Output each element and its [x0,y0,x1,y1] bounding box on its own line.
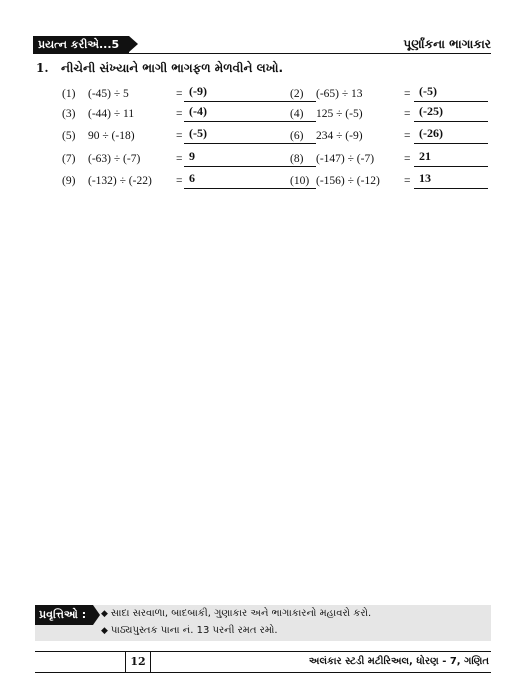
problem-item [62,149,316,169]
topic-title: પૂર્ણાંકના ભાગાકાર [403,37,491,51]
answer-blank [414,104,488,122]
problem-number: (8) [290,153,304,165]
problem-expression: 234 ÷ (-9) [316,130,363,142]
problem-number: (10) [290,175,310,187]
answer-value: (-4) [189,104,207,118]
problem-item [290,171,488,191]
problem-grid [0,0,524,200]
answer-value: 13 [419,171,431,185]
equals-sign: = [176,108,183,120]
problem-number: (3) [62,108,76,120]
problem-item [290,104,488,124]
answer-value: (-26) [419,126,443,140]
equals-sign: = [404,88,411,100]
problem-item [62,104,316,124]
problem-expression: (-147) ÷ (-7) [316,153,375,165]
problem-number: (1) [62,88,76,100]
answer-blank [414,171,488,189]
equals-sign: = [176,175,183,187]
problem-number: (4) [290,108,304,120]
problem-item [62,171,316,191]
problem-number: (9) [62,175,76,187]
answer-value: 21 [419,149,431,163]
problem-item [290,149,488,169]
problem-expression: (-44) ÷ 11 [88,108,135,120]
problem-item [62,126,316,146]
problem-number: (7) [62,153,76,165]
activity-label-arrow [93,605,100,625]
problem-item [290,84,488,104]
problem-number: (6) [290,130,304,142]
problem-number: (2) [290,88,304,100]
problem-expression: (-156) ÷ (-12) [316,175,380,187]
problem-expression: 90 ÷ (-18) [88,130,135,142]
equals-sign: = [176,88,183,100]
equals-sign: = [176,153,183,165]
answer-blank [414,84,488,102]
answer-value: (-25) [419,104,443,118]
equals-sign: = [176,130,183,142]
activity-item [101,625,278,636]
equals-sign: = [404,153,411,165]
problem-expression: (-132) ÷ (-22) [88,175,152,187]
page-number: 12 [125,652,151,672]
answer-value: 9 [189,149,195,163]
problem-expression: (-63) ÷ (-7) [88,153,141,165]
question-text: નીચેની સંખ્યાને ભાગી ભાગફળ મેળવીને લખો. [61,61,284,75]
book-title: અલંકાર સ્ટડી મટીરિઅલ, ધોરણ - 7, ગણિત [308,656,489,667]
problem-item [62,84,316,104]
equals-sign: = [404,108,411,120]
diamond-bullet-icon: ◆ [101,609,108,619]
activity-label: પ્રવૃત્તિઓ : [35,605,93,625]
diamond-bullet-icon: ◆ [101,626,108,636]
equals-sign: = [404,130,411,142]
section-tag: પ્રયત્ન કરીએ...5 [33,36,129,53]
activity-box [35,605,491,641]
activity-item-text: સાદા સરવાળા, બાદબાકી, ગુણાકાર અને ભાગાકારનો મહાવરો કરો. [110,608,372,619]
question-number: 1. [36,61,49,75]
problem-expression: (-65) ÷ 13 [316,88,363,100]
problem-expression: (-45) ÷ 5 [88,88,129,100]
answer-blank [414,126,488,144]
activity-item [101,608,371,619]
answer-blank [414,149,488,167]
problem-number: (5) [62,130,76,142]
answer-value: 6 [189,171,195,185]
equals-sign: = [404,175,411,187]
answer-value: (-5) [419,84,437,98]
answer-value: (-9) [189,84,207,98]
problem-item [290,126,488,146]
page-footer [35,651,491,673]
answer-value: (-5) [189,126,207,140]
activity-item-text: પાઠ્યપુસ્તક પાના નં. 13 પરની રમત રમો. [110,625,278,636]
problem-expression: 125 ÷ (-5) [316,108,363,120]
